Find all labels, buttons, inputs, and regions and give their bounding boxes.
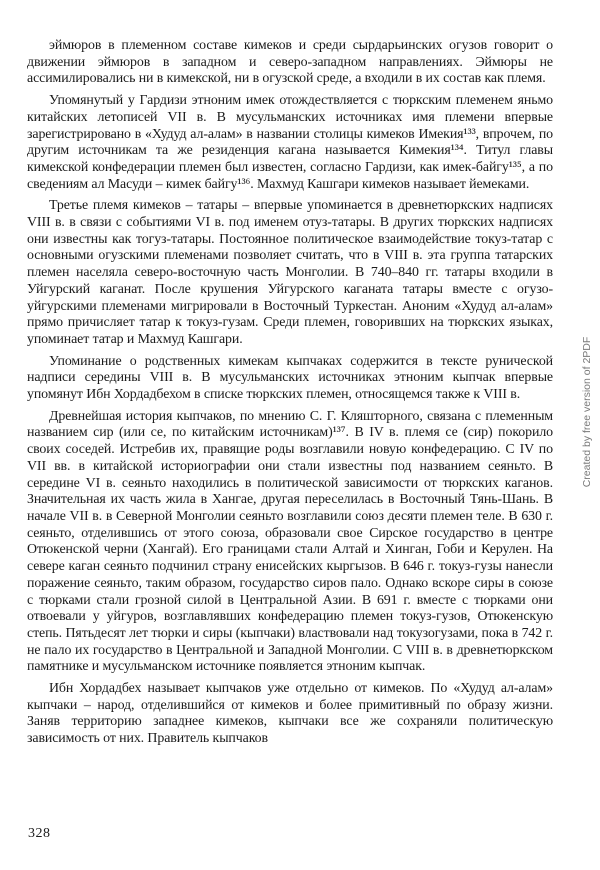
watermark [572,262,600,562]
paragraph-2: Упомянутый у Гардизи этноним имек отождествляется с тюркским племенем яньмо китайских летописей VII в. В мусульманских источниках имя племени впервые зарегистрировано в «Худуд ал-алам» в названии столицы кимеков Имекия¹³³, впрочем, по другим источникам та же резиденция кагана называется Кимекия¹³⁴. Титул главы кимекской конфедерации племен был известен, согласно Гардизи, как имек-байгу¹³⁵, а по сведениям ал Масуди – кимек байгу¹³⁶. Махмуд Кашгари кимеков называет йемеками. [27,93,553,192]
watermark-text: Created by free version of 2PDF [580,336,593,488]
paragraph-6: Ибн Хордадбех называет кыпчаков уже отдельно от кимеков. По «Худуд ал-алам» кыпчаки – народ, отделившийся от кимеков и более примитивный по образу жизни. Заняв территорию западнее кимеков, кыпчаки все же сохраняли политическую зависимость от них. Правитель кыпчаков [27,681,553,747]
paragraph-1: эймюров в племенном составе кимеков и среди сырдарьинских огузов говорит о движении эймюров в западном и северо-западном направлениях. Эймюры не ассимилировались ни в кимекской, ни в огузской среде, а входили в их состав как племя. [27,38,553,87]
paragraph-4: Упоминание о родственных кимекам кыпчаках содержится в тексте рунической надписи середины VIII в. В мусульманских источниках этноним кыпчак впервые упомянут Ибн Хордадбехом в списке тюркских племен, относящемся также к VIII в. [27,353,553,403]
page-number: 328 [28,826,51,841]
paragraph-3: Третье племя кимеков – татары – впервые упоминается в древнетюркских надписях VIII в. в связи с событиями VI в. под именем отуз-татары. В других тюркских надписях они известны как тогуз-татары. Постоянное политическое взаимодействие токуз-татар с основными огузскими племенами позволяет считать, что в VIII в. эта группа татарских племен населяла северо-восточную часть Монголии. В 740–840 гг. татары входили в Уйгурский каганат. После крушения Уйгурского каганата татары вместе с огузо-уйгурскими племенами мигрировали в Восточный Туркестан. Аноним «Худуд ал-алам» прямо причисляет татар к токуз-гузам. Среди племен, говоривших на тюркских языках, упоминает татар и Махмуд Кашгари. [27,198,553,347]
paragraph-5: Древнейшая история кыпчаков, по мнению С. Г. Кляшторного, связана с племенным названием сир (или се, по китайским источникам)¹³⁷. В IV в. племя се (сир) покорило своих соседей. Истребив их, правящие роды возглавили новую конфедерацию. С IV по VII вв. в китайской историографии они стали известны под названием сеяньто. В середине VI в. сеяньто находились в политической зависимости от тюркских каганов. Значительная их часть жила в Хангае, другая переселилась в Восточный Тянь-Шань. В начале VII в. в Северной Монголии сеяньто возглавили союз десяти племен теле. В 630 г. сеяньто, отделившись от этого союза, образовали свое Сирское государство в центре Отюкенской черни (Хангай). Его границами стали Алтай и Хинган, Гоби и Керулен. На севере каган сеяньто подчинил страну енисейских кыргызов. В 646 г. токуз-гузы нанесли поражение сеяньто, таким образом, государство сиров пало. Однако вскоре сиры в союзе с тюрками стали грозной силой в Центральной Азии. В 691 г. вместе с тюрками они отвоевали у уйгуров, возглавлявших конфедерацию племен токуз-гузов, Отюкенскую степь. Пятьдесят лет тюрки и сиры (кыпчаки) властвовали над токузогузами, пока в 742 г. не пало их государство в Центральной и Западной Монголии. С VIII в. в древнетюркском памятнике и мусульманском источнике появляется этноним кыпчак. [27,408,553,675]
body-text [27,38,553,748]
